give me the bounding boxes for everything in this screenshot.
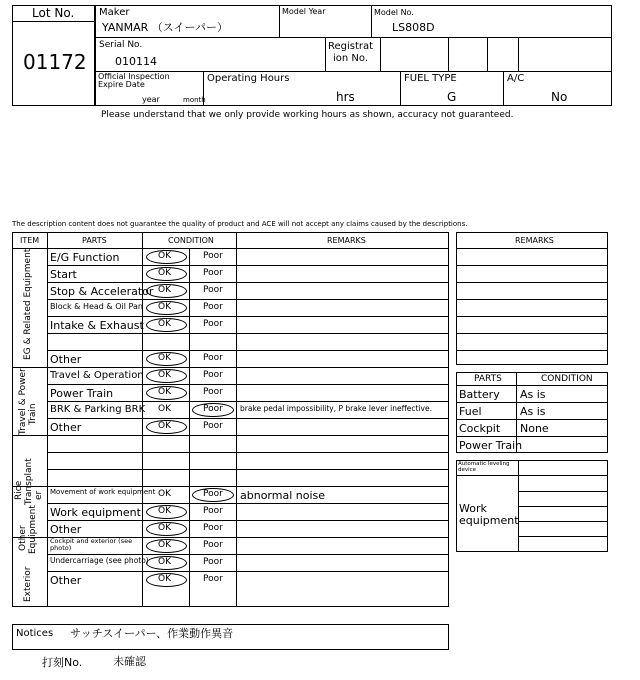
part-label: Other <box>50 522 82 536</box>
auto-leveling-label-2: device <box>458 467 477 473</box>
side-row-part: Fuel <box>459 405 482 418</box>
fuel-type-value: G <box>447 90 457 104</box>
part-label: Power Train <box>50 386 114 400</box>
group-rice-1: Rice <box>14 480 24 500</box>
ok-option: OK <box>158 506 171 516</box>
part-label: E/G Function <box>50 250 120 264</box>
header-parts: PARTS <box>82 236 107 245</box>
ok-option: OK <box>158 353 171 363</box>
poor-option: Poor <box>203 319 223 329</box>
notices-value: サッチスイーパー、作業動作異音 <box>70 627 234 640</box>
side-row-condition: As is <box>520 405 546 418</box>
part-label: Cockpit and exterior (see photo) <box>50 537 133 552</box>
part-label: Travel & Operation <box>50 369 144 381</box>
group-other-2: Equipment <box>28 505 38 554</box>
inspection-label-1: Official Inspection <box>98 72 170 81</box>
side-row-part: Cockpit <box>459 422 501 435</box>
poor-option: Poor <box>203 251 223 261</box>
model-no-value: LS808D <box>392 21 435 34</box>
part-label: Other <box>50 352 82 366</box>
group-travel-2: Train <box>28 403 38 425</box>
maker-value: YANMAR （スイーパー） <box>102 21 229 34</box>
lot-label: Lot No. <box>32 6 75 20</box>
ac-label: A/C <box>507 73 525 84</box>
operating-hours-unit: hrs <box>336 90 355 104</box>
poor-option: Poor <box>203 540 223 550</box>
header-condition: CONDITION <box>168 236 214 245</box>
table-row <box>47 265 449 282</box>
ok-option: OK <box>158 251 171 261</box>
part-label: BRK & Parking BRK <box>50 403 146 415</box>
serial-value: 010114 <box>115 55 157 68</box>
ok-option: OK <box>158 421 171 431</box>
stamp-label: 打刻No. <box>42 656 83 669</box>
table-row <box>47 435 449 452</box>
inspection-label-2: Expire Date <box>98 80 145 89</box>
poor-option: Poor <box>203 387 223 397</box>
auto-leveling-label-1: Automatic leveling <box>458 461 510 467</box>
part-label: Intake & Exhaust <box>50 318 144 332</box>
group-exterior: Exterior <box>23 566 33 602</box>
stamp-value: 未確認 <box>113 655 146 668</box>
ok-selected-mark <box>146 522 187 536</box>
poor-option: Poor <box>203 285 223 295</box>
ok-selected-mark <box>146 539 187 553</box>
poor-option: Poor <box>203 421 223 431</box>
ok-selected-mark <box>146 301 187 315</box>
table-row <box>47 350 449 367</box>
side-header-condition: CONDITION <box>541 374 593 384</box>
right-remarks-header: REMARKS <box>515 236 554 245</box>
table-row <box>47 520 449 537</box>
side-row-condition: None <box>520 422 549 435</box>
table-row <box>47 452 449 469</box>
work-equipment-label-1: Work <box>459 502 487 515</box>
poor-option: Poor <box>203 574 223 584</box>
poor-selected-mark <box>192 488 234 502</box>
poor-option: Poor <box>203 489 223 499</box>
ok-option: OK <box>158 302 171 312</box>
ok-selected-mark <box>146 250 187 264</box>
work-equipment-label-2: equipment <box>459 514 519 527</box>
poor-option: Poor <box>203 353 223 363</box>
group-travel-1: Travel & Power <box>18 368 28 435</box>
registration-label-1: Registrat <box>328 41 374 52</box>
hours-notice: Please understand that we only provide working hours as shown, accuracy not guaranteed. <box>101 110 514 120</box>
group-rice-3: er <box>34 490 44 500</box>
part-label: Start <box>50 267 77 281</box>
ok-selected-mark <box>146 318 187 332</box>
header-remarks: REMARKS <box>327 236 366 245</box>
poor-option: Poor <box>203 370 223 380</box>
ac-value: No <box>551 90 568 104</box>
ok-selected-mark <box>146 284 187 298</box>
ok-option: OK <box>158 370 171 380</box>
ok-option: OK <box>158 523 171 533</box>
ok-selected-mark <box>146 369 187 383</box>
ok-option: OK <box>158 540 171 550</box>
notices-label: Notices <box>16 628 54 639</box>
poor-option: Poor <box>203 506 223 516</box>
ok-option: OK <box>158 557 171 567</box>
table-row <box>47 571 449 588</box>
part-label: Other <box>50 420 82 434</box>
table-row <box>47 418 449 435</box>
table-row <box>47 469 449 486</box>
ok-selected-mark <box>146 505 187 519</box>
ok-selected-mark <box>146 556 187 570</box>
model-year-label: Model Year <box>282 7 326 16</box>
ok-selected-mark <box>146 573 187 587</box>
side-row-part: Power Train <box>459 439 523 452</box>
group-eg: EG & Related Equipment <box>23 248 33 360</box>
inspection-month: month <box>183 96 206 104</box>
serial-label: Serial No. <box>99 40 143 50</box>
part-label: Work equipment <box>50 505 141 519</box>
part-label: Other <box>50 573 82 587</box>
poor-option: Poor <box>203 404 223 414</box>
maker-label: Maker <box>99 7 130 18</box>
poor-selected-mark <box>192 403 234 417</box>
fuel-type-label: FUEL TYPE <box>404 73 457 84</box>
part-label: Movement of work equipment <box>50 488 156 496</box>
ok-option: OK <box>158 574 171 584</box>
table-row <box>47 333 449 350</box>
remark-text: abnormal noise <box>240 489 326 502</box>
header-item: ITEM <box>20 236 40 245</box>
group-other-1: Other <box>18 525 28 551</box>
side-row-part: Battery <box>459 388 500 401</box>
part-label: Undercarriage (see photo) <box>50 556 149 565</box>
registration-label-2: ion No. <box>333 53 369 64</box>
ok-option: OK <box>158 285 171 295</box>
ok-option: OK <box>158 268 171 278</box>
part-label: Stop & Accelerator <box>50 284 154 298</box>
ok-selected-mark <box>146 386 187 400</box>
ok-option: OK <box>158 489 171 499</box>
model-no-label: Model No. <box>374 8 414 17</box>
inspection-year: year <box>142 95 160 104</box>
remark-text: brake pedal impossibility, P brake lever ineffective. <box>240 404 432 413</box>
disclaimer: The description content does not guarantee the quality of product and ACE will not accept any claims caused by the descriptions. <box>12 220 468 228</box>
lot-number: 01172 <box>23 50 87 74</box>
poor-option: Poor <box>203 523 223 533</box>
side-row-condition: As is <box>520 388 546 401</box>
ok-selected-mark <box>146 267 187 281</box>
ok-option: OK <box>158 404 171 414</box>
ok-option: OK <box>158 319 171 329</box>
poor-option: Poor <box>203 302 223 312</box>
operating-hours-label: Operating Hours <box>207 73 290 84</box>
group-rice-2: Transplant <box>24 458 34 505</box>
side-header-parts: PARTS <box>474 374 502 384</box>
ok-selected-mark <box>146 352 187 366</box>
ok-selected-mark <box>146 420 187 434</box>
ok-option: OK <box>158 387 171 397</box>
part-label: Block & Head & Oil Pan <box>50 301 143 311</box>
poor-option: Poor <box>203 557 223 567</box>
poor-option: Poor <box>203 268 223 278</box>
